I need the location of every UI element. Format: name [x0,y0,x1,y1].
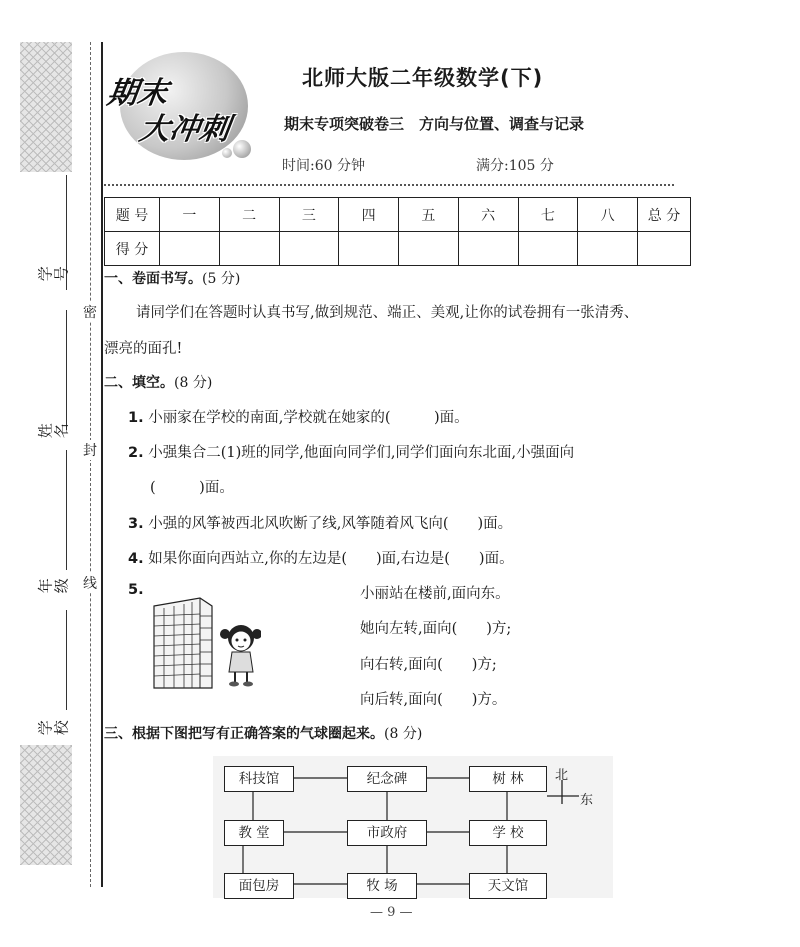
question-number: 3. [128,516,144,532]
score-header-cell: 五 [399,198,459,232]
question-2-continued: ( )面。 [150,480,234,496]
score-row-label: 得 分 [105,232,160,266]
building-illustration [148,596,218,690]
score-cell[interactable] [638,232,691,266]
question-5-line3: 向右转,面向( )方; [360,657,497,673]
binding-field-line [66,610,67,710]
binding-pattern-bottom [20,745,72,865]
seal-char-feng: 封 [83,440,97,460]
section3-heading [104,723,422,743]
question-3 [128,512,512,533]
score-cell[interactable] [339,232,399,266]
map-place-school: 学 校 [469,820,547,846]
section3-title: 三、根据下图把写有正确答案的气球圈起来。 [104,726,384,742]
girl-illustration [219,622,261,688]
name-label: 姓名 [36,423,70,439]
score-header-cell: 四 [339,198,399,232]
map-place-church: 教 堂 [224,820,284,846]
logo-ball-small [233,140,251,158]
question-5-line2: 她向左转,面向( )方; [360,621,512,637]
binding-solid-line [101,42,103,887]
score-header-cell: 题 号 [105,198,160,232]
section1-title: 一、卷面书写。 [104,271,202,287]
section1-heading [104,268,240,288]
binding-pattern-top [20,42,72,172]
question-text: 小丽家在学校的南面,学校就在她家的( )面。 [148,410,469,426]
section2-points: (8 分) [174,375,213,391]
binding-field-line [66,310,67,430]
compass-icon [547,780,581,806]
compass-east-label: 东 [580,793,594,808]
score-table [104,197,691,266]
score-cell[interactable] [160,232,220,266]
section2-title: 二、填空。 [104,375,174,391]
seal-char-xian: 线 [83,573,97,593]
score-header-cell: 七 [518,198,578,232]
page-title: 北师大版二年级数学(下) [302,66,544,90]
section2-heading [104,372,212,392]
question-text: 如果你面向西站立,你的左边是( )面,右边是( )面。 [148,551,514,567]
question-text: 小强集合二(1)班的同学,他面向同学们,同学们面向东北面,小强面向 [148,445,575,461]
map-place-woods: 树 林 [469,766,547,792]
score-cell[interactable] [578,232,638,266]
score-cell[interactable] [399,232,459,266]
section3-points: (8 分) [384,726,423,742]
score-header-cell: 三 [279,198,339,232]
map-place-bakery: 面包房 [224,873,294,899]
question-number: 1. [128,410,144,426]
score-cell[interactable] [458,232,518,266]
score-cell[interactable] [518,232,578,266]
question-number: 2. [128,445,144,461]
exam-time: 时间:60 分钟 [282,158,365,174]
compass-north-label: 北 [555,768,569,783]
school-label: 学校 [36,720,70,736]
map-place-monument: 纪念碑 [347,766,427,792]
exam-full-score: 满分:105 分 [476,158,554,174]
logo-ball-tiny [222,148,232,158]
question-5-line1: 小丽站在楼前,面向东。 [360,586,510,602]
score-header-cell: 二 [219,198,279,232]
binding-field-line [66,450,67,570]
seal-char-mi: 密 [83,302,97,322]
score-header-cell: 一 [160,198,220,232]
logo-text-line1: 期末 [105,76,170,111]
binding-dashed-line [90,42,91,887]
score-header-cell: 总 分 [638,198,691,232]
question-2 [128,441,574,462]
map-place-science-museum: 科技馆 [224,766,294,792]
section1-line2: 漂亮的面孔! [104,341,183,357]
section1-line1: 请同学们在答题时认真书写,做到规范、端正、美观,让你的试卷拥有一张清秀、 [136,305,639,321]
score-cell[interactable] [219,232,279,266]
section1-points: (5 分) [202,271,241,287]
student-id-label: 学号 [36,266,70,282]
map-place-observatory: 天文馆 [469,873,547,899]
question-4 [128,547,514,568]
question-number: 4. [128,551,144,567]
question-text: 小强的风筝被西北风吹断了线,风筝随着风飞向( )面。 [148,516,513,532]
question-5-line4: 向后转,面向( )方。 [360,692,507,708]
grade-label: 年级 [36,578,70,594]
question-1 [128,406,469,427]
question-5-number: 5. [128,582,144,598]
logo-text-line2: 大冲刺 [137,112,232,147]
score-header-cell: 八 [578,198,638,232]
page-subtitle: 期末专项突破卷三 方向与位置、调查与记录 [284,115,585,133]
header-divider [104,184,674,186]
map-place-city-hall: 市政府 [347,820,427,846]
score-header-cell: 六 [458,198,518,232]
score-cell[interactable] [279,232,339,266]
map-place-pasture: 牧 场 [347,873,417,899]
page-number: — 9 — [370,905,413,920]
